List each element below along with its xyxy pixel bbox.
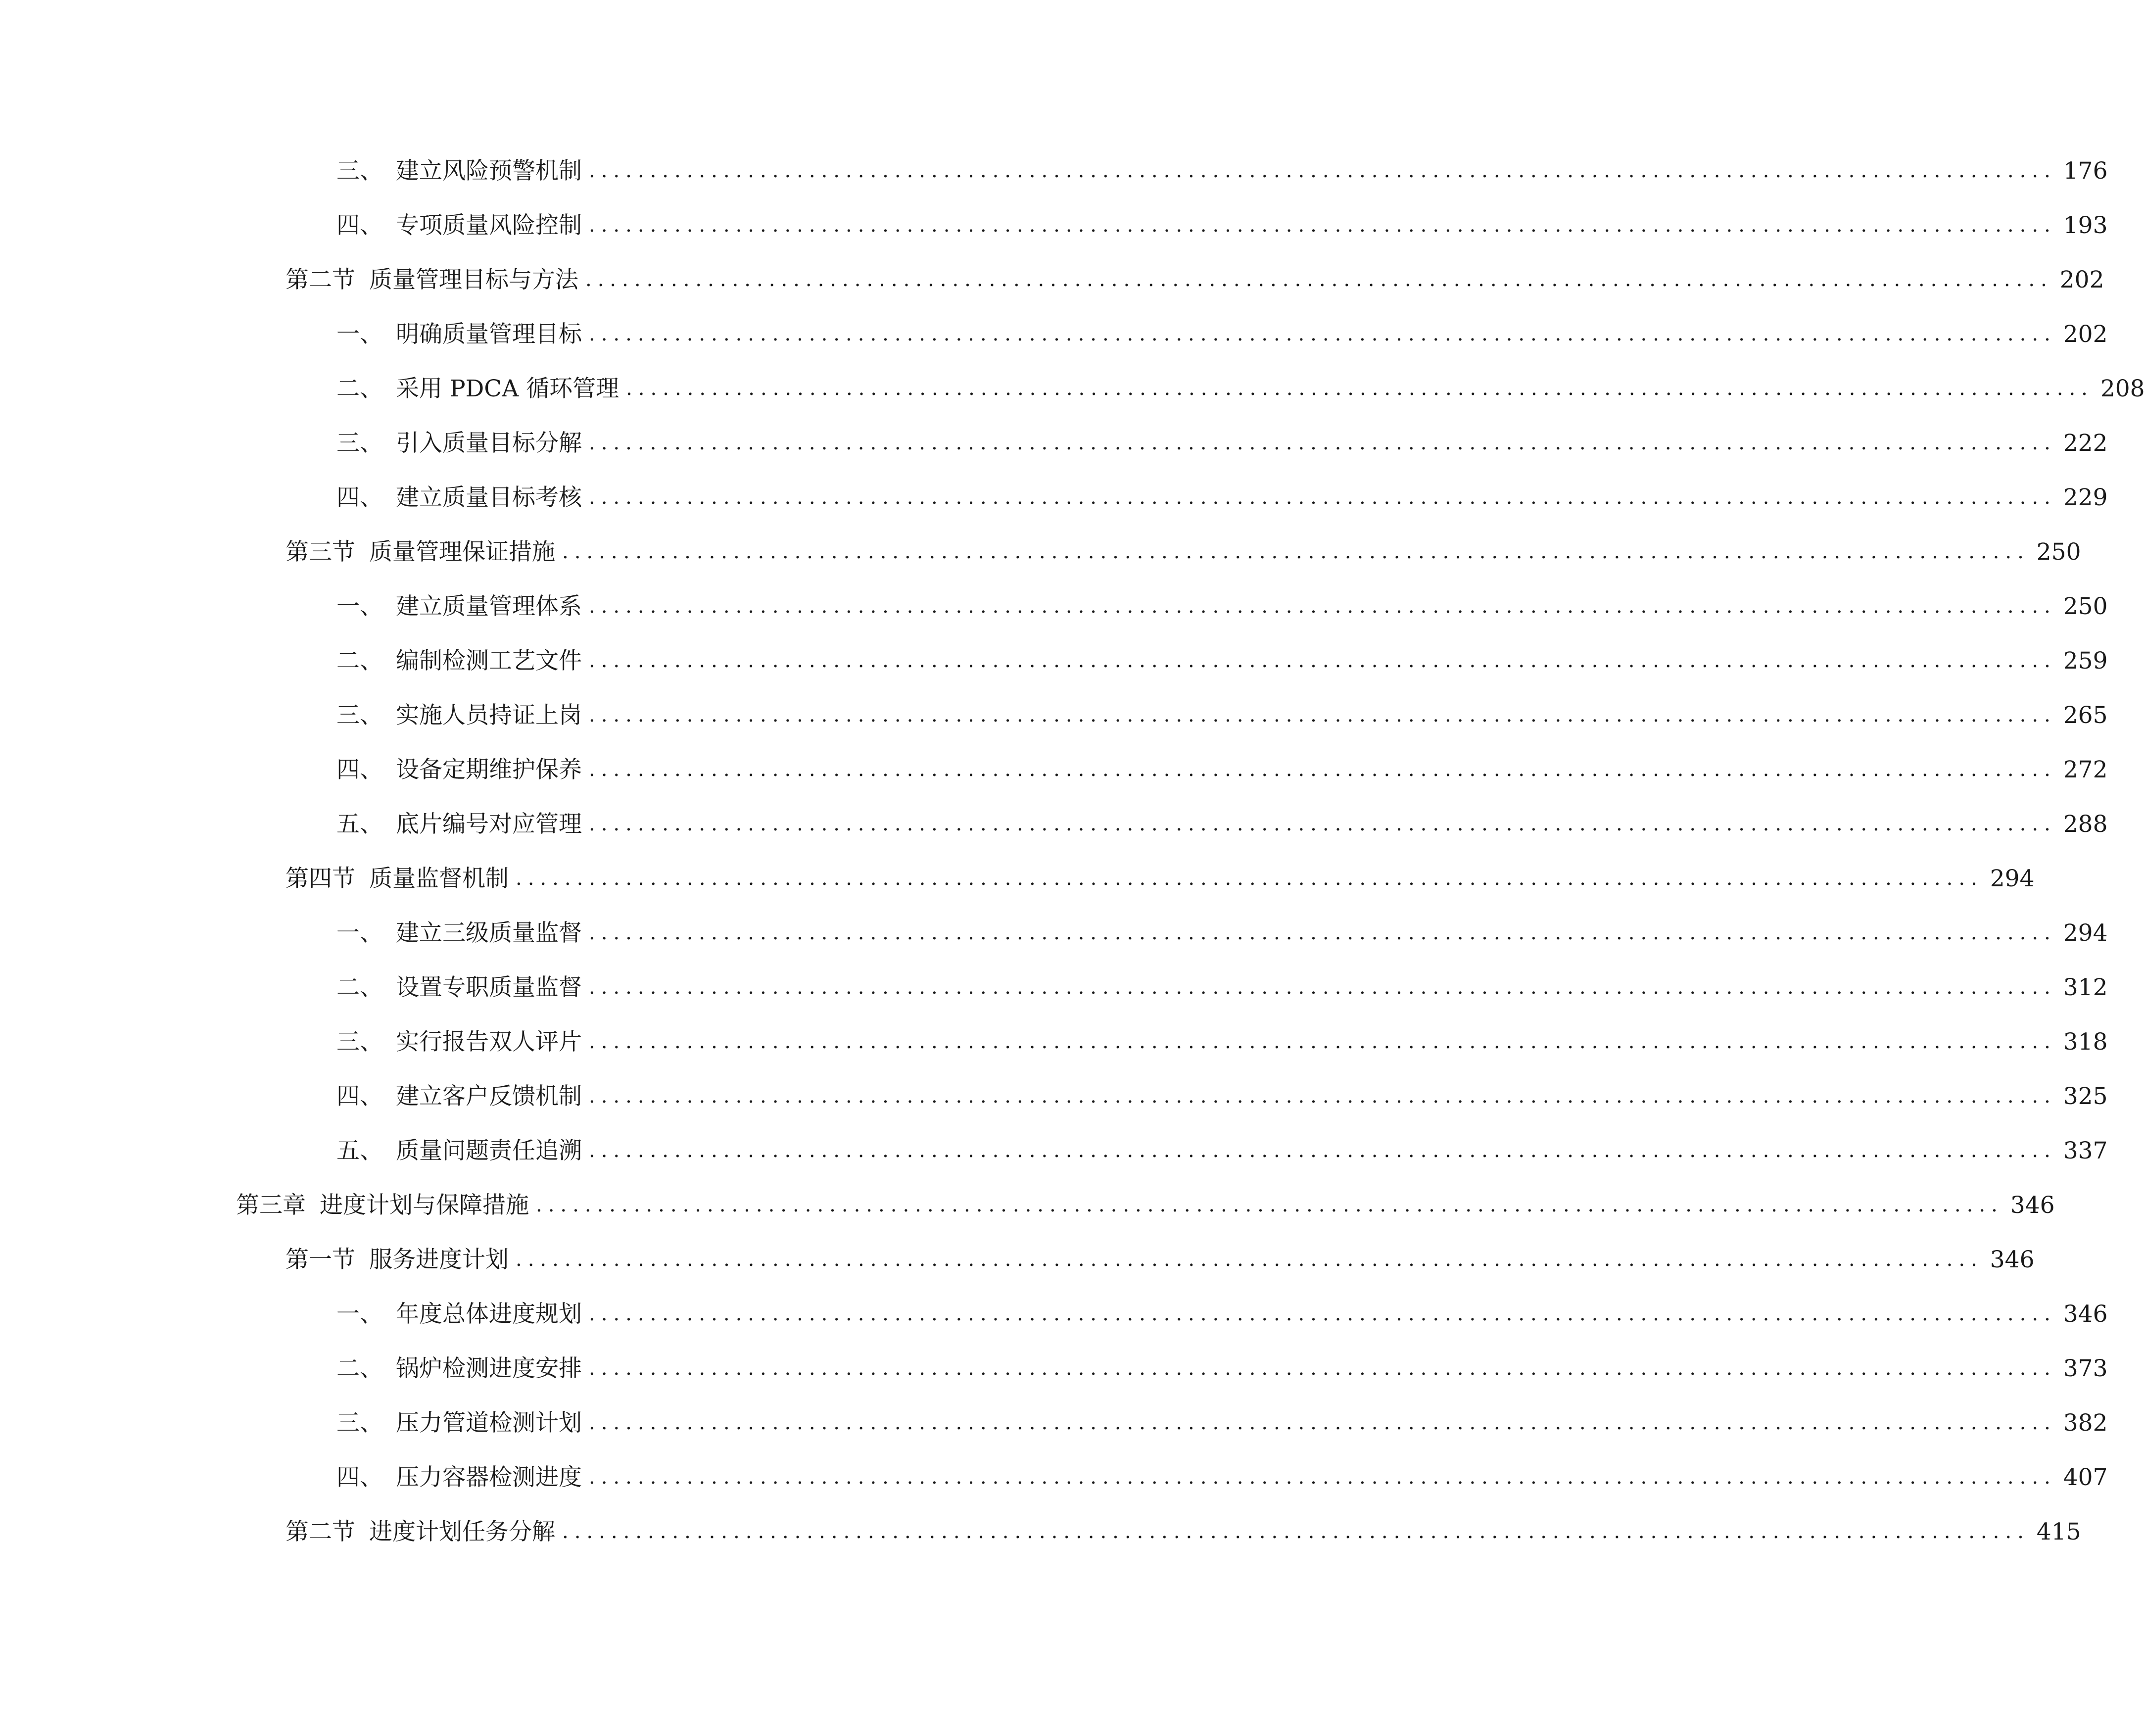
toc-entry-title: 明确质量管理目标 xyxy=(396,320,582,348)
toc-entry[interactable] xyxy=(0,633,2108,688)
toc-dot-leader: ........................................................................................................................ xyxy=(589,432,2056,454)
toc-dot-leader: ........................................................................................................................ xyxy=(589,976,2056,999)
toc-entry[interactable] xyxy=(0,470,2108,525)
toc-entry-page-number: 373 xyxy=(2063,1354,2108,1382)
toc-entry-page-number: 176 xyxy=(2063,157,2108,185)
toc-entry[interactable] xyxy=(0,1396,2108,1450)
toc-entry[interactable] xyxy=(0,307,2108,361)
toc-entry[interactable] xyxy=(0,1232,2035,1287)
toc-entry-title: 建立三级质量监督 xyxy=(396,919,582,947)
toc-entry-number: 一、 xyxy=(336,919,383,947)
toc-entry-number: 二、 xyxy=(336,375,383,402)
toc-entry-number: 四、 xyxy=(336,211,383,239)
toc-entry-title: 实行报告双人评片 xyxy=(396,1028,582,1056)
toc-entry-number: 四、 xyxy=(336,1463,383,1491)
toc-dot-leader: ........................................................................................................................ xyxy=(589,1357,2056,1380)
toc-entry-page-number: 202 xyxy=(2063,320,2108,348)
toc-entry-page-number: 294 xyxy=(2063,919,2108,947)
toc-dot-leader: ........................................................................................................................ xyxy=(589,1030,2056,1053)
toc-entry-number: 第二节 xyxy=(286,1518,355,1545)
toc-entry-page-number: 229 xyxy=(2063,483,2108,511)
toc-entry-title: 建立风险预警机制 xyxy=(396,157,582,185)
toc-entry[interactable] xyxy=(0,851,2035,906)
toc-entry-title: 引入质量目标分解 xyxy=(396,429,582,457)
toc-entry[interactable] xyxy=(0,1450,2108,1504)
table-of-contents xyxy=(0,144,2145,1559)
toc-entry-title: 质量管理保证措施 xyxy=(369,538,555,566)
toc-entry-page-number: 415 xyxy=(2036,1518,2081,1545)
toc-entry-page-number: 208 xyxy=(2100,375,2145,402)
toc-entry-number: 五、 xyxy=(336,810,383,838)
toc-dot-leader: ........................................................................................................................ xyxy=(589,1466,2056,1489)
toc-entry[interactable] xyxy=(0,1287,2108,1341)
toc-entry-number: 一、 xyxy=(336,320,383,348)
toc-entry[interactable] xyxy=(0,198,2108,252)
toc-entry[interactable] xyxy=(0,144,2108,198)
toc-entry-page-number: 288 xyxy=(2063,810,2108,838)
toc-entry[interactable] xyxy=(0,525,2081,579)
toc-dot-leader: ........................................................................................................................ xyxy=(589,323,2056,345)
toc-entry-page-number: 407 xyxy=(2063,1463,2108,1491)
toc-entry-page-number: 382 xyxy=(2063,1409,2108,1437)
toc-entry-title: 建立客户反馈机制 xyxy=(396,1082,582,1110)
toc-dot-leader: ........................................................................................................................ xyxy=(589,1139,2056,1162)
toc-entry-number: 一、 xyxy=(336,1300,383,1328)
toc-dot-leader: ........................................................................................................................ xyxy=(516,867,1983,890)
toc-entry-number: 三、 xyxy=(336,429,383,457)
toc-entry-number: 一、 xyxy=(336,592,383,620)
toc-entry[interactable] xyxy=(0,1069,2108,1123)
toc-entry-page-number: 294 xyxy=(1990,865,2035,892)
toc-entry-page-number: 250 xyxy=(2036,538,2081,566)
toc-dot-leader: ........................................................................................................................ xyxy=(589,159,2056,182)
toc-entry-number: 五、 xyxy=(336,1137,383,1164)
toc-entry[interactable] xyxy=(0,797,2108,851)
toc-entry-number: 第二节 xyxy=(286,266,355,293)
toc-entry-number: 第三章 xyxy=(236,1191,306,1219)
toc-entry-number: 三、 xyxy=(336,1409,383,1437)
toc-entry-page-number: 318 xyxy=(2063,1028,2108,1056)
toc-dot-leader: ........................................................................................................................ xyxy=(516,1248,1983,1271)
toc-entry-title: 建立质量目标考核 xyxy=(396,483,582,511)
toc-entry-number: 二、 xyxy=(336,647,383,675)
toc-entry-number: 三、 xyxy=(336,157,383,185)
toc-entry-page-number: 250 xyxy=(2063,592,2108,620)
toc-entry-page-number: 222 xyxy=(2063,429,2108,457)
toc-dot-leader: ........................................................................................................................ xyxy=(562,540,2030,563)
toc-entry[interactable] xyxy=(0,361,2145,416)
toc-entry-title: 设备定期维护保养 xyxy=(396,756,582,783)
toc-entry-title: 进度计划任务分解 xyxy=(369,1518,555,1545)
toc-entry[interactable] xyxy=(0,742,2108,797)
toc-entry-title: 锅炉检测进度安排 xyxy=(396,1354,582,1382)
toc-entry[interactable] xyxy=(0,1178,2055,1232)
toc-entry[interactable] xyxy=(0,960,2108,1014)
toc-entry-title: 压力管道检测计划 xyxy=(396,1409,582,1437)
toc-dot-leader: ........................................................................................................................ xyxy=(589,704,2056,726)
toc-entry-title: 压力容器检测进度 xyxy=(396,1463,582,1491)
toc-entry-title: 设置专职质量监督 xyxy=(396,973,582,1001)
toc-entry-page-number: 325 xyxy=(2063,1082,2108,1110)
toc-entry-number: 第一节 xyxy=(286,1246,355,1273)
toc-dot-leader: ........................................................................................................................ xyxy=(536,1194,2003,1216)
toc-entry-number: 二、 xyxy=(336,973,383,1001)
toc-dot-leader: ........................................................................................................................ xyxy=(589,649,2056,672)
toc-dot-leader: ........................................................................................................................ xyxy=(589,486,2056,509)
toc-entry-page-number: 259 xyxy=(2063,647,2108,675)
toc-entry[interactable] xyxy=(0,1504,2081,1559)
toc-entry-title: 质量管理目标与方法 xyxy=(369,266,578,293)
toc-entry-title: 质量监督机制 xyxy=(369,865,509,892)
toc-dot-leader: ........................................................................................................................ xyxy=(589,1085,2056,1108)
toc-entry-number: 四、 xyxy=(336,483,383,511)
toc-entry-title: 专项质量风险控制 xyxy=(396,211,582,239)
toc-entry[interactable] xyxy=(0,906,2108,960)
toc-entry-number: 三、 xyxy=(336,701,383,729)
toc-entry-number: 第三节 xyxy=(286,538,355,566)
toc-entry[interactable] xyxy=(0,1123,2108,1178)
toc-dot-leader: ........................................................................................................................ xyxy=(589,921,2056,944)
toc-entry[interactable] xyxy=(0,252,2104,307)
toc-entry-title: 建立质量管理体系 xyxy=(396,592,582,620)
toc-dot-leader: ........................................................................................................................ xyxy=(626,377,2094,400)
toc-entry-page-number: 272 xyxy=(2063,756,2108,783)
toc-entry-title: 进度计划与保障措施 xyxy=(320,1191,529,1219)
toc-entry-page-number: 312 xyxy=(2063,973,2108,1001)
toc-entry-page-number: 337 xyxy=(2063,1137,2108,1164)
toc-entry-page-number: 346 xyxy=(1990,1246,2035,1273)
toc-dot-leader: ........................................................................................................................ xyxy=(589,595,2056,618)
toc-dot-leader: ........................................................................................................................ xyxy=(589,813,2056,835)
toc-entry-title: 编制检测工艺文件 xyxy=(396,647,582,675)
toc-entry-title: 服务进度计划 xyxy=(369,1246,509,1273)
toc-entry-number: 四、 xyxy=(336,756,383,783)
toc-entry-number: 三、 xyxy=(336,1028,383,1056)
toc-dot-leader: ........................................................................................................................ xyxy=(589,214,2056,237)
toc-entry-number: 第四节 xyxy=(286,865,355,892)
toc-entry-title: 实施人员持证上岗 xyxy=(396,701,582,729)
toc-dot-leader: ........................................................................................................................ xyxy=(562,1520,2030,1543)
toc-entry-title: 采用 PDCA 循环管理 xyxy=(396,375,620,402)
toc-entry[interactable] xyxy=(0,1341,2108,1396)
toc-entry-page-number: 346 xyxy=(2010,1191,2055,1219)
toc-entry[interactable] xyxy=(0,579,2108,633)
toc-entry-page-number: 193 xyxy=(2063,211,2108,239)
toc-dot-leader: ........................................................................................................................ xyxy=(589,758,2056,781)
toc-entry-number: 二、 xyxy=(336,1354,383,1382)
toc-entry[interactable] xyxy=(0,416,2108,470)
toc-entry[interactable] xyxy=(0,688,2108,742)
toc-dot-leader: ........................................................................................................................ xyxy=(589,1302,2056,1325)
toc-entry-title: 年度总体进度规划 xyxy=(396,1300,582,1328)
toc-entry-page-number: 202 xyxy=(2059,266,2104,293)
toc-entry-title: 质量问题责任追溯 xyxy=(396,1137,582,1164)
toc-entry[interactable] xyxy=(0,1014,2108,1069)
toc-entry-page-number: 265 xyxy=(2063,701,2108,729)
toc-dot-leader: ........................................................................................................................ xyxy=(589,1411,2056,1434)
toc-entry-number: 四、 xyxy=(336,1082,383,1110)
toc-entry-page-number: 346 xyxy=(2063,1300,2108,1328)
toc-dot-leader: ........................................................................................................................ xyxy=(585,268,2053,291)
toc-entry-title: 底片编号对应管理 xyxy=(396,810,582,838)
